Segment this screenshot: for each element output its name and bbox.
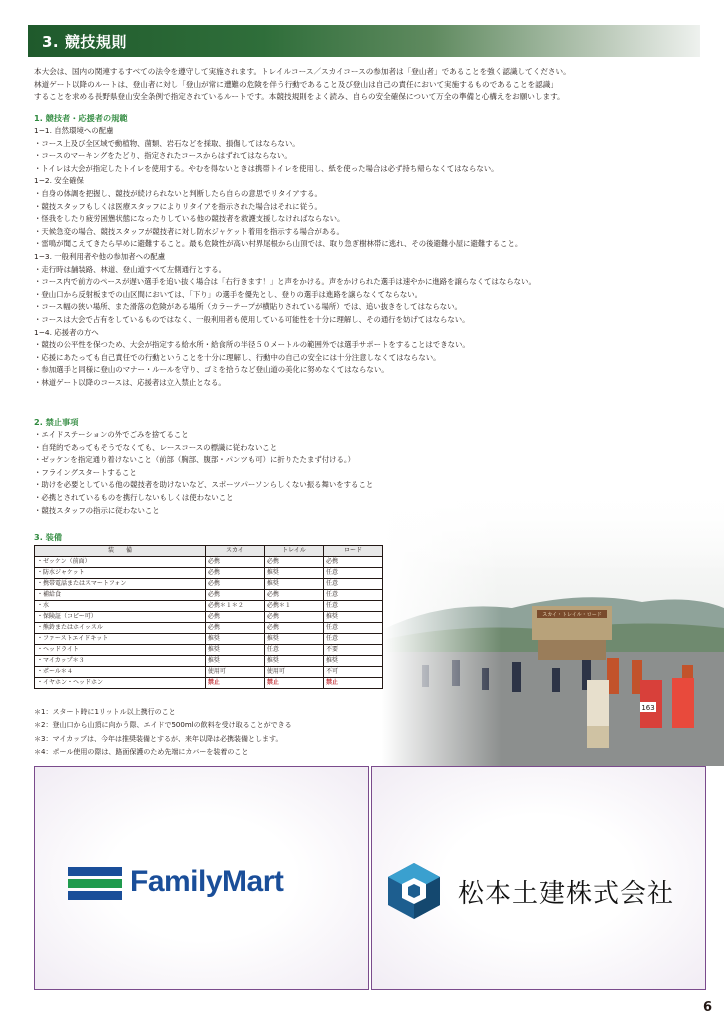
rule-line: ・怪我をしたり疲労困憊状態になったりしている他の競技者を救護支援しなければならない。 <box>34 214 345 224</box>
rule-line: 1−4. 応援者の方へ <box>34 327 99 337</box>
rule-line: ・雷鳴が聞こえてきたら早めに避難すること。最も危険性が高い村界尾根から山頂では、取り急ぎ樹林帯に逃れ、その後避難小屋に避難すること。 <box>34 239 523 249</box>
event-photo <box>382 490 724 766</box>
table-row <box>35 590 383 601</box>
road-value: 必携 <box>323 557 382 568</box>
equipment-name: ・ゼッケン（前面） <box>35 557 206 568</box>
trail-value: 推奨 <box>264 656 323 667</box>
table-row <box>35 634 383 645</box>
rule-line: ・必携とされているものを携行しないもしくは使わないこと <box>34 492 234 502</box>
rule-line: ・登山口から反射板までの山区間においては、「下り」の選手を優先とし、登りの選手は進路を譲らなくてならない。 <box>34 289 423 299</box>
section2-title: 2. 禁止事項 <box>34 417 79 427</box>
rule-line: ・走行時は舗装路、林道、登山道すべて左側通行とする。 <box>34 264 227 274</box>
table-row <box>35 568 383 579</box>
sky-value: 推奨 <box>205 656 264 667</box>
equipment-name: ・携帯電話またはスマートフォン <box>35 579 206 590</box>
section1-lines <box>34 125 536 389</box>
rule-line: 1−2. 安全確保 <box>34 176 84 186</box>
trail-value: 必携＊１ <box>264 601 323 612</box>
table-row <box>35 623 383 634</box>
road-value: 任意 <box>323 623 382 634</box>
section-header-bar <box>28 25 700 57</box>
sky-value: 推奨 <box>205 634 264 645</box>
table-row <box>35 601 383 612</box>
road-value: 任意 <box>323 568 382 579</box>
rule-line: ・フライングスタートすること <box>34 467 137 477</box>
road-value: 任意 <box>323 634 382 645</box>
sky-value: 必携 <box>205 623 264 634</box>
trail-value: 禁止 <box>264 678 323 689</box>
matsumoto-doken-name: 松本土建株式会社 <box>458 879 675 909</box>
sky-value: 必携 <box>205 557 264 568</box>
section2-lines <box>34 429 373 517</box>
equipment-name: ・水 <box>35 601 206 612</box>
trail-value: 推奨 <box>264 634 323 645</box>
note-line: ＊2：登山口から山頂に向かう際、エイドで500mlの飲料を受け取ることができる <box>34 721 292 730</box>
rule-line: ・天候急変の場合、競技スタッフが競技者に対し防水ジャケット着用を指示する場合がある。 <box>34 226 344 236</box>
sponsor-ad-familymart <box>34 766 369 990</box>
rule-line: ・競技の公平性を保つため、大会が指定する給水所・給食所の半径５０メートルの範囲外では選手サポートをすることはできない。 <box>34 340 470 350</box>
rule-line: ・エイドステーションの外でごみを捨てること <box>34 430 189 439</box>
rule-line: ・自身の体調を把握し、競技が続けられないと判断したら自らの意思でリタイアする。 <box>34 188 322 198</box>
sky-value: 必携 <box>205 590 264 601</box>
rule-line: ・コースは大会で占有をしているものではなく、一般利用者も使用している可能性を十分に理解し、その通行を妨げてはならない。 <box>34 314 470 324</box>
trail-value: 使用可 <box>264 667 323 678</box>
equipment-table <box>34 545 383 689</box>
sky-value: 必携＊１＊２ <box>205 601 264 612</box>
sky-value: 必携 <box>205 612 264 623</box>
rule-line: ・コース幅の狭い場所、また滑落の危険がある場所（カラーテープが横貼りされている場所）では、追い抜きをしてはならない。 <box>34 302 462 312</box>
trail-value: 必携 <box>264 623 323 634</box>
sky-value: 必携 <box>205 579 264 590</box>
equipment-name: ・マイカップ＊３ <box>35 656 206 667</box>
sky-value: 推奨 <box>205 645 264 656</box>
trail-value: 必携 <box>264 590 323 601</box>
col-header-equipment: 装 備 <box>35 546 206 557</box>
col-header-trail: トレイル <box>264 546 323 557</box>
rule-line: ・自発的であってもそうでなくても、レースコースの標識に従わないこと <box>34 442 278 452</box>
rule-line: ・コース内で前方のペースが遅い選手を追い抜く場合は「右行きます！」と声をかける。声をかけられた選手は速やかに進路を譲らなくてはならない。 <box>34 277 536 287</box>
road-value: 不要 <box>323 645 382 656</box>
equipment-name: ・イヤホン・ヘッドホン <box>35 678 206 689</box>
note-line: ＊3：マイカップは、今年は推奨装備とするが、来年以降は必携装備とします。 <box>34 734 283 743</box>
rule-line: ・コース上及び全区域で動植物、菌類、岩石などを採取、損傷してはならない。 <box>34 138 300 148</box>
section3-title: 3. 装備 <box>34 532 63 542</box>
road-value: 推奨 <box>323 656 382 667</box>
equipment-name: ・保険証（コピー可） <box>35 612 206 623</box>
sky-value: 使用可 <box>205 667 264 678</box>
rule-line: ・コースのマーキングをたどり、指定されたコースからはずれてはならない。 <box>34 151 292 161</box>
table-row <box>35 645 383 656</box>
rule-line: ・参加選手と同様に登山のマナー・ルールを守り、ゴミを拾うなど登山道の美化に努めなくてはならない。 <box>34 365 389 375</box>
rule-line: 1−3. 一般利用者や他の参加者への配慮 <box>34 251 166 261</box>
road-value: 任意 <box>323 579 382 590</box>
intro-line: 本大会は、国内の関連するすべての法令を遵守して実施されます。トレイルコース／スカイコースの参加者は「登山者」であることを強く認識してください。 <box>34 67 571 76</box>
road-value: 推奨 <box>323 612 382 623</box>
road-value: 禁止 <box>323 678 382 689</box>
equipment-name: ・ファーストエイドキット <box>35 634 206 645</box>
road-value: 任意 <box>323 601 382 612</box>
rule-line: ・トイレは大会が指定したトイレを使用する。やむを得ないときは携帯トイレを使用し、紙を使った場合は必ず持ち帰らなくてはならない。 <box>34 163 499 173</box>
table-row <box>35 579 383 590</box>
road-value: 任意 <box>323 590 382 601</box>
intro-line: 林道ゲート以降のルートは、登山者に対し「登山が常に遭難の危険を伴う行動であること及び登山は自己の責任において実施するものであることを認識」 <box>34 79 558 89</box>
familymart-logo-mark <box>68 867 122 900</box>
rule-line: ・競技スタッフの指示に従わないこと <box>34 505 160 515</box>
trail-value: 任意 <box>264 645 323 656</box>
sponsor-ad-matsumoto-doken <box>371 766 706 990</box>
rule-line: ・ゼッケンを指定通り着けないこと（前部（胸部、腹部・パンツも可）に折りたたまず付ける。） <box>34 455 355 465</box>
equipment-name: ・熊鈴またはホイッスル <box>35 623 206 634</box>
equipment-notes <box>34 706 292 760</box>
equipment-name: ・ポール＊４ <box>35 667 206 678</box>
sky-value: 必携 <box>205 568 264 579</box>
trail-value: 推奨 <box>264 568 323 579</box>
familymart-wordmark: FamilyMart <box>130 865 284 898</box>
table-row <box>35 557 383 568</box>
rule-line: 1−1. 自然環境への配慮 <box>34 126 114 135</box>
matsumoto-doken-logo-mark <box>386 862 442 920</box>
table-row <box>35 667 383 678</box>
sky-value: 禁止 <box>205 678 264 689</box>
section1-title: 1. 競技者・応援者の規範 <box>34 113 128 123</box>
rule-line: ・競技スタッフもしくは医療スタッフによりリタイアを指示された場合はそれに従う。 <box>34 201 322 211</box>
rule-line: ・林道ゲート以降のコースは、応援者は立入禁止となる。 <box>34 377 226 387</box>
table-header-row <box>35 546 383 557</box>
intro-paragraph <box>34 66 694 104</box>
note-line: ＊1：スタート時に1リットル以上携行のこと <box>34 708 176 716</box>
trail-value: 必携 <box>264 612 323 623</box>
note-line: ＊4：ポール使用の際は、路面保護のため先端にカバーを装着のこと <box>34 748 249 757</box>
road-value: 不可 <box>323 667 382 678</box>
equipment-name: ・ヘッドライト <box>35 645 206 656</box>
rule-line: ・助けを必要としている他の競技者を助けないなど、スポーツパーソンらしくない振る舞いをすること <box>34 480 374 490</box>
table-row <box>35 612 383 623</box>
section-title: 3. 競技規則 <box>42 33 127 51</box>
col-header-road: ロード <box>323 546 382 557</box>
col-header-sky: スカイ <box>205 546 264 557</box>
equipment-name: ・防水ジャケット <box>35 568 206 579</box>
table-row <box>35 678 383 689</box>
trail-value: 必携 <box>264 557 323 568</box>
table-row <box>35 656 383 667</box>
page-number: 6 <box>702 1000 712 1015</box>
intro-line: することを求める長野県登山安全条例で指定されているルートです。本競技規則をよく読み、自らの安全確保について万全の準備と心構えをお願いします。 <box>34 92 565 102</box>
rule-line: ・応援にあたっても自己責任での行動ということを十分に理解し、行動中の自己の安全には十分注意しなくてはならない。 <box>34 352 441 362</box>
trail-value: 推奨 <box>264 579 323 590</box>
equipment-name: ・補給食 <box>35 590 206 601</box>
